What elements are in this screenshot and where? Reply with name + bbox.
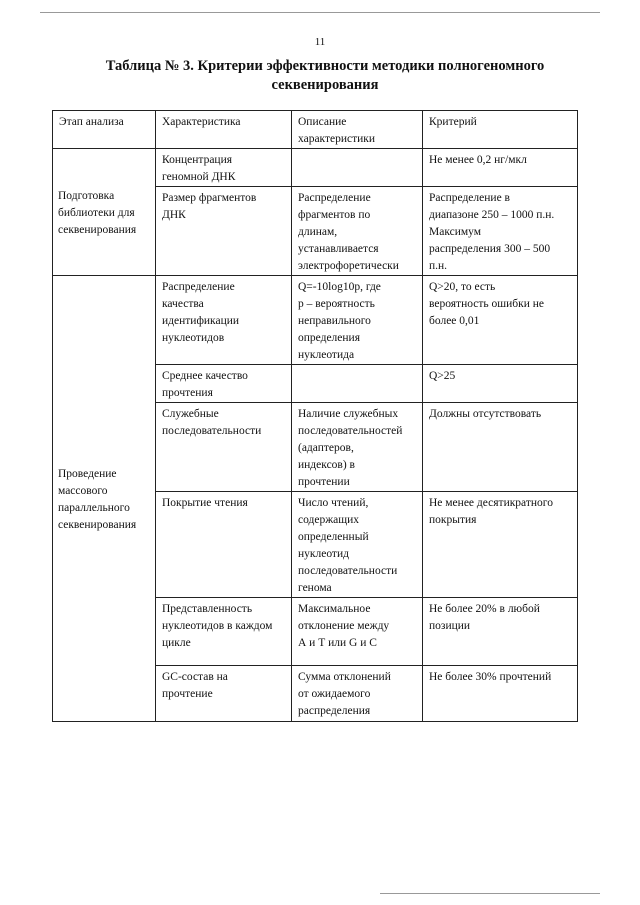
stage-cell: Подготовка библиотеки для секвенирования <box>53 149 156 276</box>
description-cell: Число чтений, содержащих определенный нуклеотид последовательности генома <box>292 492 423 598</box>
criterion-cell: Не более 20% в любой позиции <box>423 598 578 666</box>
description-cell: Q=-10log10p, где p – вероятность неправильного определения нуклеотида <box>292 276 423 365</box>
criterion-cell: Q>25 <box>423 365 578 403</box>
header-stage: Этап анализа <box>53 111 156 149</box>
table-row <box>53 276 578 365</box>
characteristic-cell: Концентрация геномной ДНК <box>156 149 292 187</box>
table-row <box>53 149 578 187</box>
criterion-cell: Распределение в диапазоне 250 – 1000 п.н. Максимум распределения 300 – 500 п.н. <box>423 187 578 276</box>
criterion-cell: Не менее десятикратного покрытия <box>423 492 578 598</box>
characteristic-cell: Служебные последовательности <box>156 403 292 492</box>
criterion-cell: Должны отсутствовать <box>423 403 578 492</box>
criteria-table <box>52 110 578 722</box>
description-cell: Распределение фрагментов по длинам, устанавливается электрофоретически <box>292 187 423 276</box>
stage-cell: Проведение массового параллельного секвенирования <box>53 276 156 722</box>
characteristic-cell: Распределение качества идентификации нуклеотидов <box>156 276 292 365</box>
scan-edge-top <box>40 12 600 13</box>
criterion-cell: Q>20, то есть вероятность ошибки не более 0,01 <box>423 276 578 365</box>
table-title-line-1: Таблица № 3. Критерии эффективности методики полногеномного <box>105 58 545 74</box>
table-title <box>60 57 590 95</box>
header-characteristic: Характеристика <box>156 111 292 149</box>
header-description: Описание характеристики <box>292 111 423 149</box>
characteristic-cell: Покрытие чтения <box>156 492 292 598</box>
description-cell: Максимальное отклонение между А и Т или G и С <box>292 598 423 666</box>
description-cell <box>292 149 423 187</box>
characteristic-cell: GC-состав на прочтение <box>156 666 292 722</box>
table-header-row <box>53 111 578 149</box>
table-title-line-2: секвенирования <box>271 77 379 93</box>
description-cell: Сумма отклонений от ожидаемого распределения <box>292 666 423 722</box>
header-criterion: Критерий <box>423 111 578 149</box>
criterion-cell: Не более 30% прочтений <box>423 666 578 722</box>
description-cell: Наличие служебных последовательностей (адаптеров, индексов) в прочтении <box>292 403 423 492</box>
characteristic-cell: Размер фрагментов ДНК <box>156 187 292 276</box>
characteristic-cell: Представленность нуклеотидов в каждом цикле <box>156 598 292 666</box>
criterion-cell: Не менее 0,2 нг/мкл <box>423 149 578 187</box>
page-number: 11 <box>314 36 326 48</box>
characteristic-cell: Среднее качество прочтения <box>156 365 292 403</box>
description-cell <box>292 365 423 403</box>
scan-edge-bottom <box>380 893 600 894</box>
